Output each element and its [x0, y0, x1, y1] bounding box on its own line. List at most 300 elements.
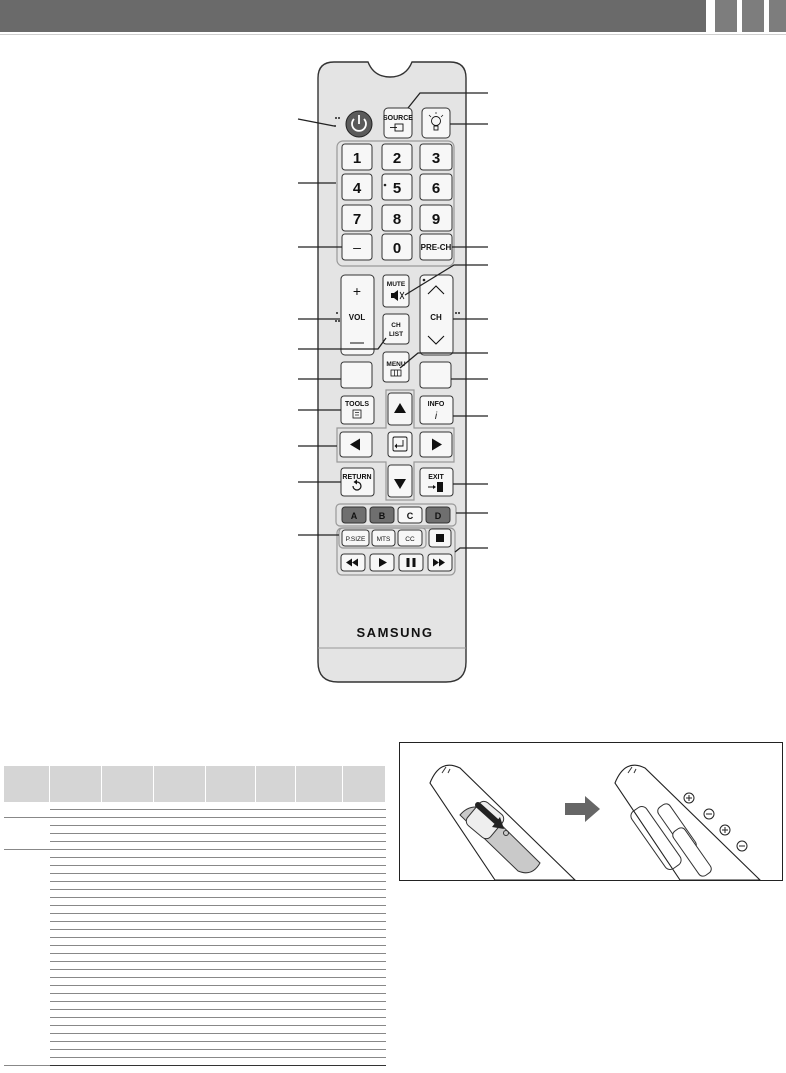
color-button-b[interactable] — [370, 507, 394, 523]
table-cell — [50, 930, 102, 938]
table-row — [4, 930, 386, 938]
table-cell — [205, 906, 255, 914]
table-group-cell — [4, 802, 50, 818]
table-cell — [153, 866, 205, 874]
table-cell — [205, 994, 255, 1002]
table-cell — [255, 1042, 295, 1050]
table-cell — [295, 898, 342, 906]
psize-label: P.SIZE — [345, 536, 366, 543]
table-cell — [205, 914, 255, 922]
table-cell — [342, 954, 385, 962]
table-cell — [205, 874, 255, 882]
return-button[interactable] — [341, 468, 374, 496]
table-cell — [153, 914, 205, 922]
table-cell — [101, 986, 153, 994]
table-cell — [153, 890, 205, 898]
table-cell — [255, 938, 295, 946]
table-cell — [101, 1002, 153, 1010]
stop-icon — [436, 534, 444, 542]
table-row — [4, 834, 386, 842]
table-cell — [101, 994, 153, 1002]
play-button[interactable] — [370, 554, 394, 571]
table-cell — [255, 978, 295, 986]
table-cell — [342, 898, 385, 906]
table-cell — [50, 1050, 102, 1058]
table-cell — [255, 922, 295, 930]
table-cell — [101, 1042, 153, 1050]
table-cell — [295, 1018, 342, 1026]
table-cell — [50, 938, 102, 946]
digit-button[interactable] — [382, 174, 412, 200]
psize-button[interactable] — [342, 530, 369, 546]
table-cell — [101, 1034, 153, 1042]
table-cell — [153, 858, 205, 866]
table-cell — [50, 1034, 102, 1042]
color-button-a[interactable] — [342, 507, 366, 523]
color-button-c[interactable] — [398, 507, 422, 523]
enter-button[interactable] — [388, 432, 412, 457]
table-cell — [342, 962, 385, 970]
table-cell — [295, 890, 342, 898]
table-cell — [153, 962, 205, 970]
arrow-down-button[interactable] — [388, 465, 412, 497]
table-cell — [205, 826, 255, 834]
table-cell — [50, 810, 102, 818]
table-cell — [153, 898, 205, 906]
table-cell — [101, 874, 153, 882]
table-cell — [101, 978, 153, 986]
chlist-label-2: LIST — [388, 331, 404, 338]
table-cell — [295, 874, 342, 882]
table-cell — [295, 858, 342, 866]
table-cell — [295, 978, 342, 986]
table-cell — [342, 906, 385, 914]
table-cell — [255, 882, 295, 890]
digit-button[interactable] — [382, 205, 412, 231]
table-cell — [295, 986, 342, 994]
table-cell — [255, 890, 295, 898]
table-cell — [342, 994, 385, 1002]
cc-button[interactable] — [398, 530, 422, 546]
table-cell — [50, 858, 102, 866]
table-cell — [153, 922, 205, 930]
table-cell — [342, 850, 385, 858]
fast-forward-button[interactable] — [428, 554, 452, 571]
table-cell — [50, 890, 102, 898]
digit-label: 3 — [431, 150, 441, 167]
table-cell — [153, 1010, 205, 1018]
table-cell — [255, 1050, 295, 1058]
digit-button[interactable] — [420, 144, 452, 170]
table-cell — [255, 818, 295, 826]
table-cell — [255, 1058, 295, 1066]
table-cell — [153, 802, 205, 810]
table-cell — [295, 994, 342, 1002]
table-cell — [101, 1058, 153, 1066]
blank-button-left[interactable] — [341, 362, 372, 388]
table-row — [4, 994, 386, 1002]
table-cell — [255, 1018, 295, 1026]
table-cell — [153, 906, 205, 914]
table-row — [4, 898, 386, 906]
table-cell — [255, 1026, 295, 1034]
table-cell — [153, 842, 205, 850]
table-row — [4, 1058, 386, 1066]
table-cell — [205, 1050, 255, 1058]
digit-button[interactable] — [382, 144, 412, 170]
table-row — [4, 962, 386, 970]
table-cell — [295, 954, 342, 962]
table-cell — [153, 930, 205, 938]
table-cell — [342, 1058, 385, 1066]
table-row — [4, 1026, 386, 1034]
table-cell — [153, 1002, 205, 1010]
table-cell — [153, 1018, 205, 1026]
table-cell — [101, 882, 153, 890]
table-header-cell — [4, 766, 50, 802]
table-cell — [342, 914, 385, 922]
digit-button[interactable] — [342, 205, 372, 231]
table-row — [4, 802, 386, 810]
table-cell — [153, 1026, 205, 1034]
table-cell — [255, 906, 295, 914]
table-cell — [101, 970, 153, 978]
table-row — [4, 858, 386, 866]
table-cell — [153, 810, 205, 818]
light-button[interactable] — [422, 108, 450, 138]
table-cell — [342, 986, 385, 994]
table-cell — [205, 866, 255, 874]
table-header-cell — [153, 766, 205, 802]
table-row — [4, 1050, 386, 1058]
table-cell — [101, 890, 153, 898]
table-cell — [255, 1034, 295, 1042]
table-cell — [50, 826, 102, 834]
table-cell — [295, 834, 342, 842]
table-cell — [101, 818, 153, 826]
table-cell — [205, 1010, 255, 1018]
table-row — [4, 914, 386, 922]
source-button[interactable] — [383, 108, 413, 138]
table-row — [4, 826, 386, 834]
table-cell — [101, 1026, 153, 1034]
table-cell — [255, 1010, 295, 1018]
table-cell — [101, 842, 153, 850]
table-cell — [342, 1002, 385, 1010]
blank-button-right[interactable] — [420, 362, 451, 388]
menu-button[interactable] — [383, 352, 409, 382]
table-cell — [50, 834, 102, 842]
zero-button[interactable] — [382, 234, 412, 260]
table-cell — [153, 882, 205, 890]
volume-rocker[interactable] — [341, 275, 374, 355]
digit-label: 1 — [352, 150, 362, 167]
table-cell — [295, 818, 342, 826]
table-cell — [205, 850, 255, 858]
table-cell — [295, 850, 342, 858]
digit-button[interactable] — [342, 144, 372, 170]
digit-label: 7 — [352, 211, 362, 228]
table-cell — [153, 970, 205, 978]
table-header-cell — [50, 766, 102, 802]
table-cell — [255, 874, 295, 882]
table-cell — [255, 834, 295, 842]
table-row — [4, 1010, 386, 1018]
table-cell — [101, 938, 153, 946]
exit-label: EXIT — [428, 474, 444, 481]
menu-label: MENU — [386, 361, 406, 368]
return-label: RETURN — [342, 474, 372, 481]
table-cell — [153, 874, 205, 882]
table-cell — [295, 938, 342, 946]
pause-button[interactable] — [399, 554, 423, 571]
table-cell — [295, 1058, 342, 1066]
table-header-row — [4, 766, 386, 802]
table-cell — [153, 986, 205, 994]
color-button-label: B — [378, 511, 386, 521]
color-button-label: A — [350, 511, 358, 521]
table-cell — [295, 1050, 342, 1058]
number-pad — [342, 144, 452, 231]
table-cell — [101, 866, 153, 874]
digit-button[interactable] — [420, 174, 452, 200]
table-cell — [255, 810, 295, 818]
table-cell — [50, 970, 102, 978]
channel-rocker[interactable] — [420, 275, 453, 355]
table-cell — [50, 1042, 102, 1050]
table-cell — [342, 882, 385, 890]
table-cell — [205, 930, 255, 938]
table-cell — [295, 914, 342, 922]
table-header-cell — [255, 766, 295, 802]
table-cell — [295, 930, 342, 938]
power-button[interactable] — [346, 111, 372, 137]
exit-button[interactable] — [420, 468, 453, 496]
remote-back-open — [615, 765, 760, 880]
table-row — [4, 970, 386, 978]
table-cell — [295, 842, 342, 850]
digit-label: 5 — [392, 180, 402, 197]
table-row — [4, 922, 386, 930]
table-cell — [255, 1002, 295, 1010]
rewind-button[interactable] — [341, 554, 365, 571]
chlist-label-1: CH — [391, 322, 401, 329]
arrow-up-button[interactable] — [388, 393, 412, 425]
table-row — [4, 1042, 386, 1050]
digit-button[interactable] — [342, 174, 372, 200]
table-cell — [255, 898, 295, 906]
table-row — [4, 954, 386, 962]
table-cell — [101, 962, 153, 970]
arrow-left-button[interactable] — [340, 432, 372, 457]
table-cell — [50, 1010, 102, 1018]
table-cell — [101, 850, 153, 858]
table-cell — [295, 970, 342, 978]
cc-label: CC — [405, 536, 415, 543]
table-cell — [205, 1034, 255, 1042]
table-cell — [295, 922, 342, 930]
digit-label: 8 — [392, 211, 402, 228]
table-cell — [205, 818, 255, 826]
table-cell — [295, 802, 342, 810]
table-group-cell — [4, 850, 50, 1066]
table-cell — [153, 1034, 205, 1042]
table-cell — [295, 906, 342, 914]
table-row — [4, 882, 386, 890]
tools-button[interactable] — [341, 396, 374, 424]
table-cell — [50, 978, 102, 986]
table-cell — [205, 962, 255, 970]
table-cell — [153, 938, 205, 946]
remote-back-closed — [430, 765, 575, 880]
table-cell — [342, 938, 385, 946]
table-row — [4, 1002, 386, 1010]
table-cell — [153, 946, 205, 954]
table-group-cell — [4, 818, 50, 850]
table-cell — [205, 890, 255, 898]
table-cell — [153, 1050, 205, 1058]
table-header-cell — [295, 766, 342, 802]
table-cell — [153, 1058, 205, 1066]
digit-button[interactable] — [420, 205, 452, 231]
table-cell — [101, 858, 153, 866]
chlist-button[interactable] — [383, 314, 409, 344]
table-cell — [205, 970, 255, 978]
table-header-cell — [101, 766, 153, 802]
table-cell — [205, 922, 255, 930]
table-cell — [295, 1026, 342, 1034]
table-row — [4, 946, 386, 954]
table-cell — [205, 802, 255, 810]
table-cell — [153, 1042, 205, 1050]
table-cell — [50, 1026, 102, 1034]
table-cell — [101, 810, 153, 818]
table-cell — [205, 842, 255, 850]
table-cell — [205, 954, 255, 962]
digit-label: 9 — [431, 211, 441, 228]
table-cell — [101, 826, 153, 834]
table-row — [4, 842, 386, 850]
table-cell — [153, 978, 205, 986]
digit-label: 2 — [392, 150, 402, 167]
spec-table — [4, 766, 386, 1066]
table-cell — [342, 842, 385, 850]
table-cell — [342, 1042, 385, 1050]
color-button-label: C — [406, 511, 414, 521]
table-cell — [342, 930, 385, 938]
table-cell — [101, 834, 153, 842]
color-button-label: D — [434, 511, 442, 521]
table-cell — [342, 1018, 385, 1026]
info-button[interactable] — [420, 396, 453, 424]
table-cell — [50, 842, 102, 850]
table-cell — [205, 1018, 255, 1026]
table-row — [4, 906, 386, 914]
table-cell — [342, 818, 385, 826]
table-cell — [50, 1002, 102, 1010]
table-cell — [342, 802, 385, 810]
table-cell — [255, 866, 295, 874]
table-header-cell — [342, 766, 385, 802]
table-cell — [295, 962, 342, 970]
info-icon: i — [434, 411, 438, 422]
table-row — [4, 1018, 386, 1026]
table-cell — [255, 962, 295, 970]
table-cell — [255, 802, 295, 810]
table-cell — [342, 970, 385, 978]
digit-label: 4 — [352, 180, 362, 197]
dash-label: – — [353, 239, 361, 255]
zero-label: 0 — [392, 240, 402, 257]
mts-button[interactable] — [372, 530, 395, 546]
table-cell — [101, 1018, 153, 1026]
table-cell — [295, 866, 342, 874]
color-button-d[interactable] — [426, 507, 450, 523]
dash-button[interactable] — [342, 234, 372, 260]
table-cell — [255, 994, 295, 1002]
table-cell — [153, 954, 205, 962]
table-cell — [342, 834, 385, 842]
table-cell — [295, 826, 342, 834]
table-cell — [50, 1058, 102, 1066]
table-cell — [342, 890, 385, 898]
table-cell — [153, 850, 205, 858]
table-cell — [101, 898, 153, 906]
arrow-right-button[interactable] — [420, 432, 452, 457]
digit-label: 6 — [431, 180, 441, 197]
table-cell — [205, 1026, 255, 1034]
table-cell — [342, 946, 385, 954]
table-cell — [153, 994, 205, 1002]
table-cell — [255, 930, 295, 938]
prech-button[interactable] — [420, 234, 452, 260]
vol-up-icon: + — [352, 283, 362, 299]
table-cell — [101, 906, 153, 914]
battery-diagram-box — [399, 742, 783, 881]
table-cell — [342, 922, 385, 930]
table-cell — [153, 826, 205, 834]
table-cell — [50, 1018, 102, 1026]
table-cell — [50, 914, 102, 922]
stop-button[interactable] — [429, 529, 451, 547]
info-label: INFO — [427, 401, 445, 408]
table-cell — [205, 1042, 255, 1050]
table-cell — [50, 882, 102, 890]
table-cell — [295, 1042, 342, 1050]
table-row — [4, 1034, 386, 1042]
table-cell — [255, 858, 295, 866]
table-cell — [205, 858, 255, 866]
mts-label: MTS — [376, 536, 391, 543]
table-cell — [342, 978, 385, 986]
table-cell — [205, 938, 255, 946]
table-cell — [342, 826, 385, 834]
table-cell — [205, 898, 255, 906]
table-cell — [205, 810, 255, 818]
table-cell — [50, 946, 102, 954]
mute-button[interactable] — [383, 275, 409, 307]
tools-label: TOOLS — [345, 401, 369, 408]
table-cell — [255, 946, 295, 954]
table-cell — [342, 1010, 385, 1018]
ch-label: CH — [430, 313, 442, 322]
table-cell — [101, 1010, 153, 1018]
table-cell — [101, 946, 153, 954]
table-cell — [205, 946, 255, 954]
table-cell — [205, 834, 255, 842]
table-cell — [295, 810, 342, 818]
table-cell — [50, 986, 102, 994]
